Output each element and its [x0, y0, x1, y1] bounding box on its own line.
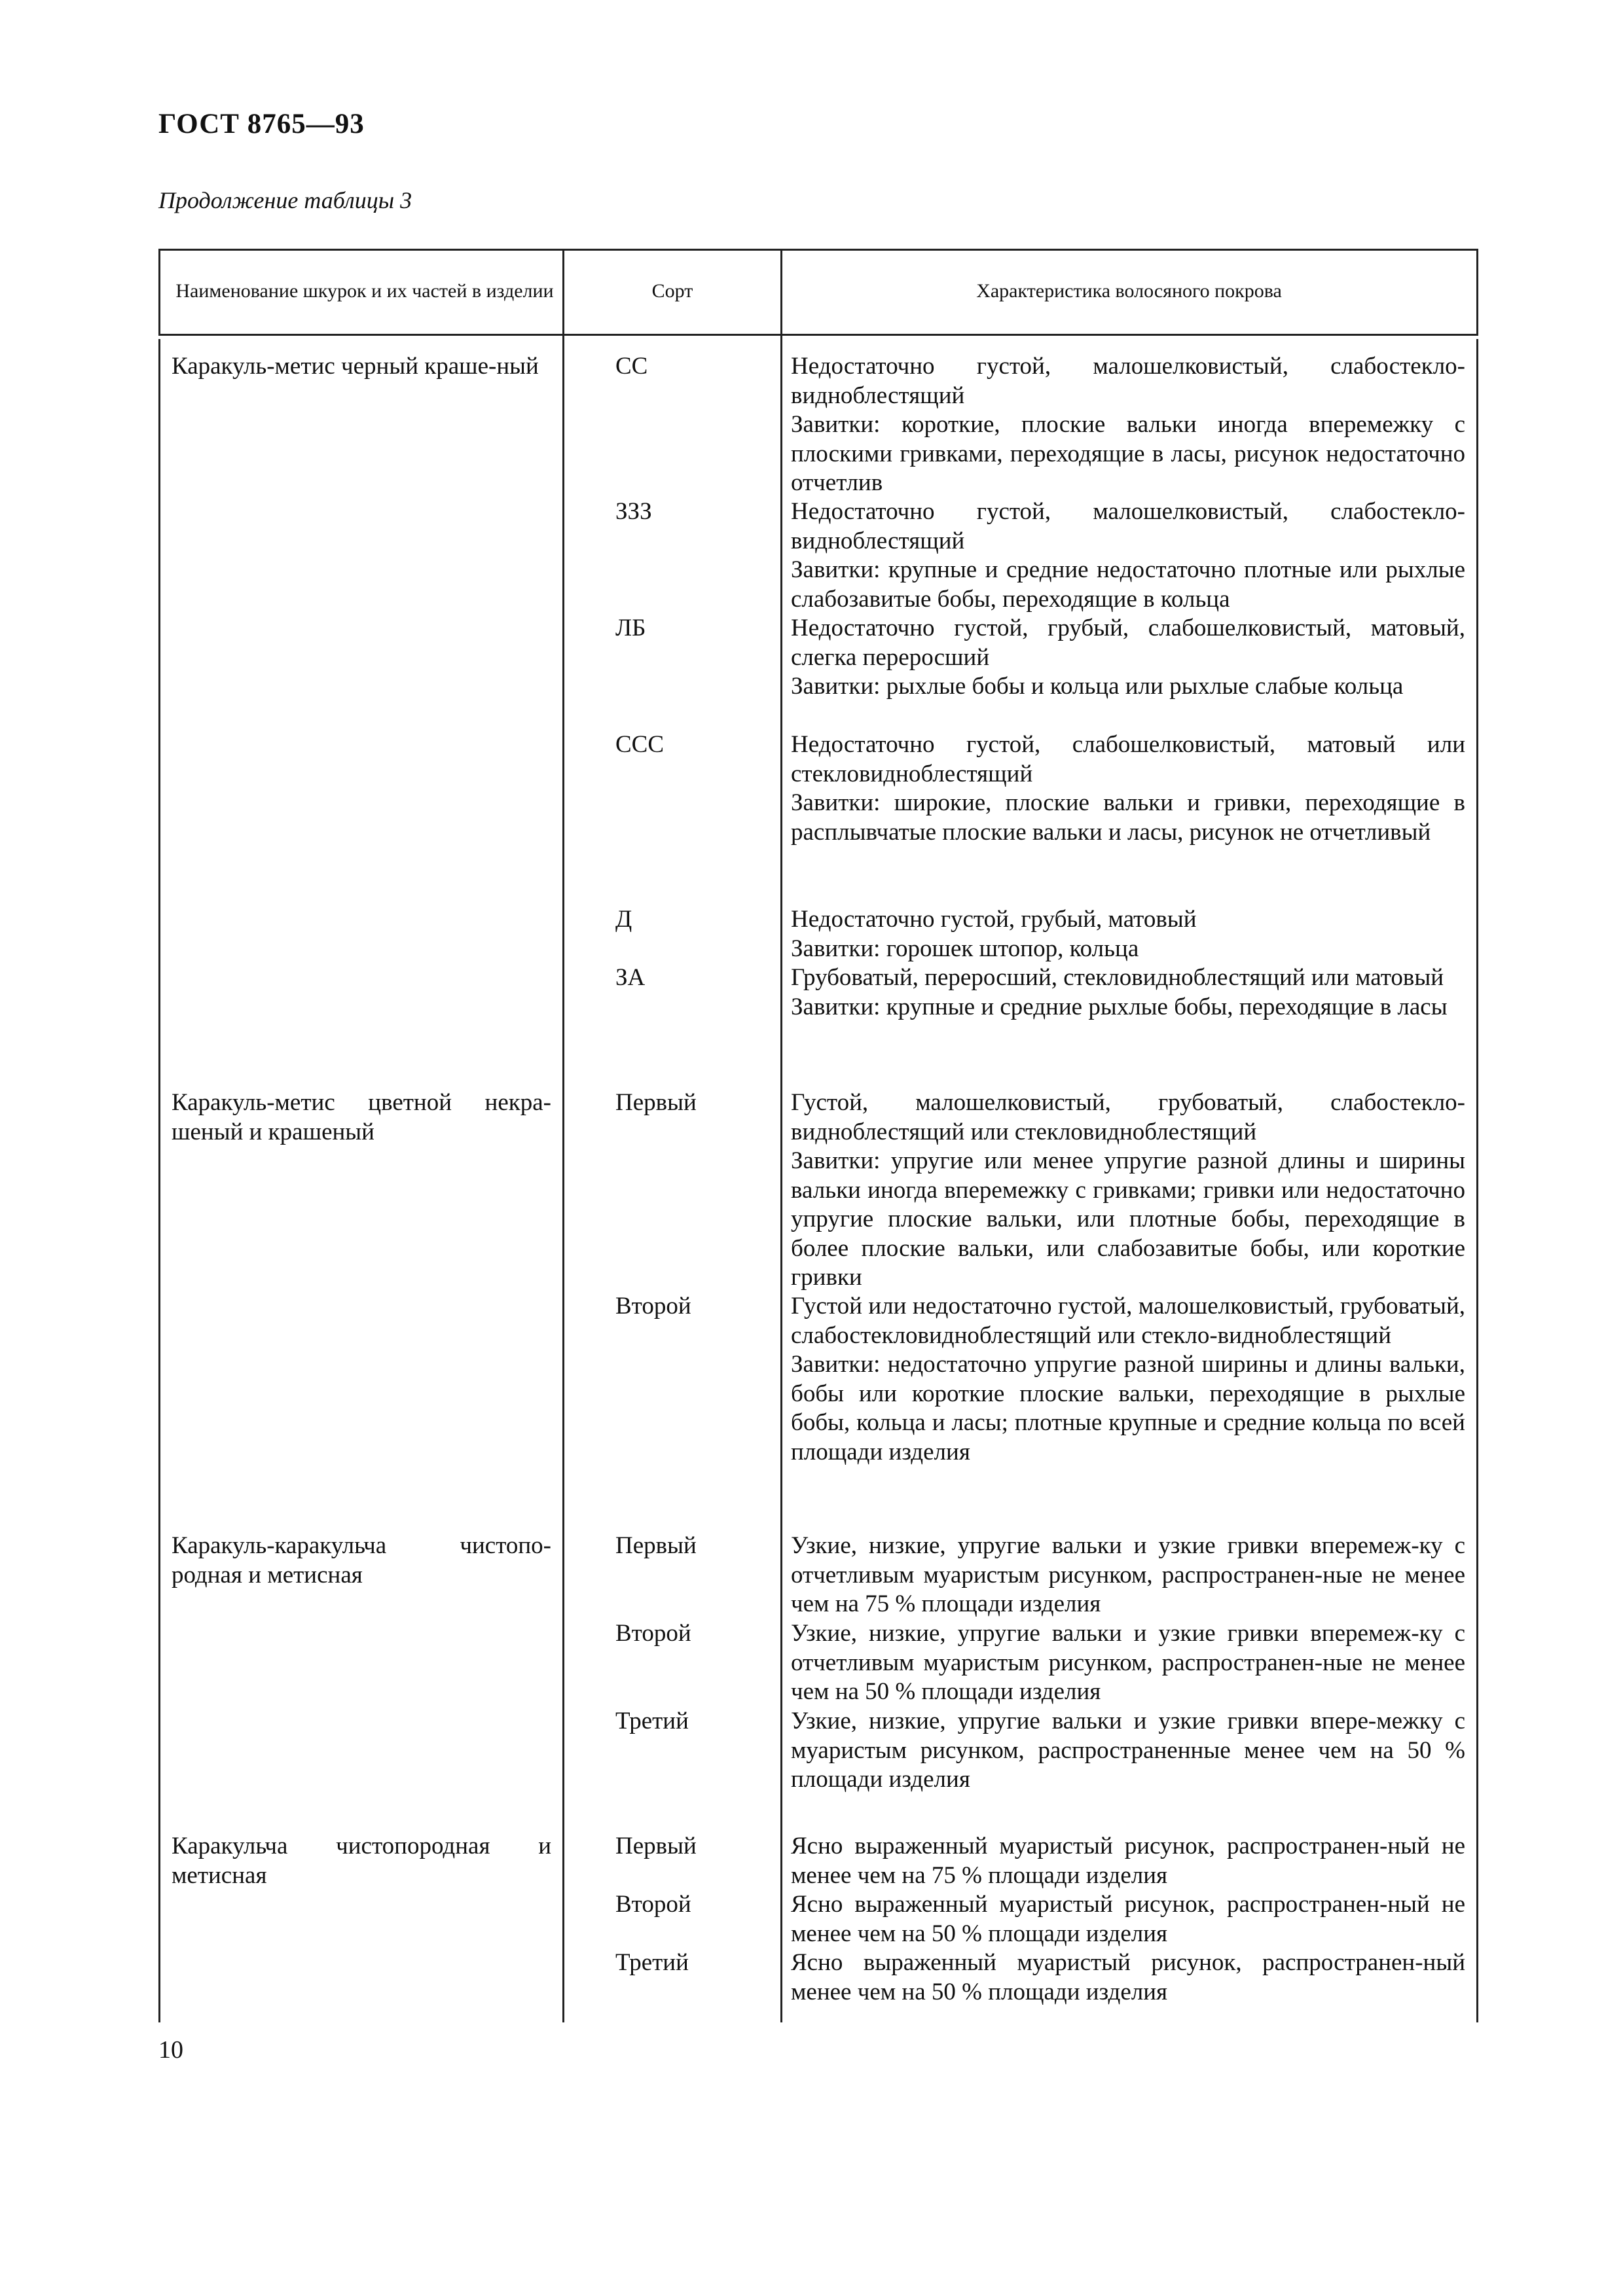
column-header-characteristic: Характеристика волосяного покрова	[976, 280, 1282, 302]
characteristic-cell: Узкие, низкие, упругие вальки и узкие гривки вперемеж-ку с отчетливым муаристым рисунком, распространен-ные не менее чем на 75 % площади изделия	[791, 1532, 1465, 1617]
characteristic-cell: Недостаточно густой, слабошелковистый, матовый или стекловидноблестящий Завитки: широкие, плоские вальки и гривки, переходящие в расплывчатые плоские вальки и ласы, рисунок не отчетливый	[791, 731, 1465, 846]
grade-cell: СС	[615, 353, 648, 380]
characteristic-cell: Недостаточно густой, грубый, слабошелковистый, матовый, слегка переросший Завитки: рыхлые бобы и кольца или рыхлые слабые кольца	[791, 615, 1465, 700]
row-name: Каракуль-метис черный краше-ный	[172, 353, 539, 380]
table-right-rule	[1476, 249, 1478, 334]
characteristic-cell: Густой, малошелковистый, грубоватый, слабостекло-видноблестящий или стекловидноблестящий Завитки: упругие или менее упругие разной длины и ширины вальки иногда вперемежку с гривками; гривки или недостаточно упругие плоские вальки, или плотные бобы, переходящие в более плоские вальки, или слабозавитые бобы, или короткие гривки	[791, 1089, 1465, 1291]
characteristic-cell: Ясно выраженный муаристый рисунок, распространен-ный не менее чем на 50 % площади изделия	[791, 1891, 1465, 1947]
characteristic-cell: Недостаточно густой, грубый, матовый Завитки: горошек штопор, кольца	[791, 906, 1197, 962]
table-caption: Продолжение таблицы 3	[158, 187, 412, 213]
table-left-border	[158, 339, 160, 2022]
grade-cell: ЛБ	[615, 615, 646, 641]
characteristic-cell: Грубоватый, переросший, стекловидноблестящий или матовый Завитки: крупные и средние рыхлые бобы, переходящие в ласы	[791, 964, 1448, 1020]
column-header-name: Наименование шкурок и их частей в изделии	[175, 280, 554, 302]
grade-cell: ЗА	[615, 964, 646, 991]
characteristic-cell: Густой или недостаточно густой, малошелковистый, грубоватый, слабостекловидноблестящий или стекло-видноблестящий Завитки: недостаточно упругие разной ширины и длины вальки, бобы или короткие плоские вальки, переходящие в рыхлые бобы, кольца и ласы; плотные крупные и средние кольца по всей площади изделия	[791, 1293, 1465, 1465]
grade-cell: ССС	[615, 731, 665, 758]
header-bottom-rule	[158, 334, 1478, 336]
grade-cell: Третий	[615, 1949, 689, 1976]
characteristic-cell: Недостаточно густой, малошелковистый, слабостекло-видноблестящий Завитки: короткие, плоские вальки иногда вперемежку с плоскими гривками, переходящие в ласы, рисунок недостаточно отчетлив	[791, 353, 1465, 496]
document-header: ГОСТ 8765—93	[158, 109, 365, 139]
characteristic-cell: Ясно выраженный муаристый рисунок, распространен-ный менее чем на 50 % площади изделия	[791, 1949, 1465, 2005]
characteristic-cell: Ясно выраженный муаристый рисунок, распространен-ный не менее чем на 75 % площади изделия	[791, 1833, 1465, 1889]
data-table	[158, 249, 1478, 2022]
grade-cell: Первый	[615, 1532, 697, 1559]
table-left-rule	[158, 249, 160, 334]
grade-cell: ЗЗЗ	[615, 498, 652, 525]
grade-cell: Второй	[615, 1891, 691, 1918]
table-right-border	[1476, 339, 1478, 2022]
characteristic-cell: Узкие, низкие, упругие вальки и узкие гривки впере-межку с муаристым рисунком, распространенные менее чем на 50 % площади изделия	[791, 1708, 1465, 1793]
grade-cell: Первый	[615, 1089, 697, 1116]
characteristic-cell: Недостаточно густой, малошелковистый, слабостекло-видноблестящий Завитки: крупные и средние недостаточно плотные или рыхлые слабозавитые бобы, переходящие в кольца	[791, 498, 1465, 613]
column-header-grade: Сорт	[651, 280, 693, 302]
grade-cell: Второй	[615, 1293, 691, 1319]
grade-cell: Третий	[615, 1708, 689, 1734]
column-divider-1	[562, 249, 564, 2022]
row-name: Каракуль-каракульча чистопо-родная и метисная	[172, 1532, 551, 1588]
grade-cell: Первый	[615, 1833, 697, 1859]
grade-cell: Д	[615, 906, 632, 933]
characteristic-cell: Узкие, низкие, упругие вальки и узкие гривки вперемеж-ку с отчетливым муаристым рисунком, распространен-ные не менее чем на 50 % площади изделия	[791, 1620, 1465, 1705]
grade-cell: Второй	[615, 1620, 691, 1647]
page-number: 10	[158, 2036, 183, 2064]
column-divider-2	[780, 249, 782, 2022]
row-name: Каракульча чистопородная и метисная	[172, 1833, 551, 1889]
row-name: Каракуль-метис цветной некра-шеный и крашеный	[172, 1089, 551, 1145]
